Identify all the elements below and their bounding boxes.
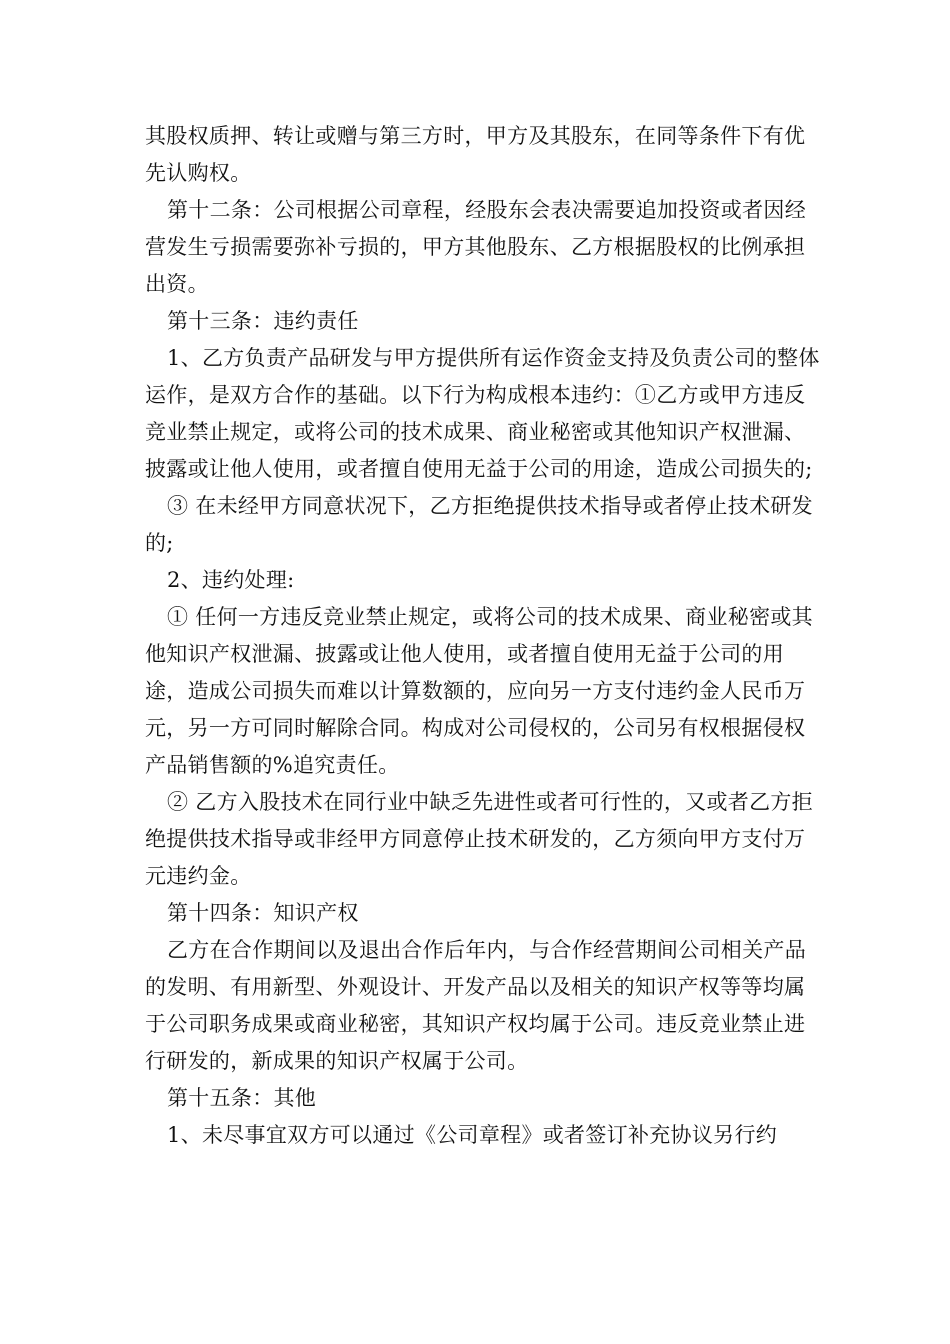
article-13-clause-2-item-1: ① 任何一方违反竞业禁止规定，或将公司的技术成果、商业秘密或其他知识产权泄漏、披露或让他人使用，或者擅自使用无益于公司的用途，造成公司损失而难以计算数额的，应向另一方支付违约金人民币万元，另一方可同时解除合同。构成对公司侵权的，公司另有权根据侵权产品销售额的%追究责任。 [145,605,813,777]
article-13-clause-2: 2、违约处理: [167,568,295,592]
article-13-clause-2-item-2: ② 乙方入股技术在同行业中缺乏先进性或者可行性的，又或者乙方拒绝提供技术指导或非经甲方同意停止技术研发的，乙方须向甲方支付万元违约金。 [145,790,813,888]
paragraph-continuation: 其股权质押、转让或赠与第三方时，甲方及其股东，在同等条件下有优先认购权。 [145,124,806,185]
article-15-clause-1: 1、未尽事宜双方可以通过《公司章程》或者签订补充协议另行约 [167,1123,778,1147]
article-13-clause-1-item-3: ③ 在未经甲方同意状况下，乙方拒绝提供技术指导或者停止技术研发的; [145,494,813,555]
article-12: 第十二条：公司根据公司章程，经股东会表决需要追加投资或者因经营发生亏损需要弥补亏损的，甲方其他股东、乙方根据股权的比例承担出资。 [145,198,806,296]
article-13-clause-1: 1、乙方负责产品研发与甲方提供所有运作资金支持及负责公司的整体运作，是双方合作的基础。以下行为构成根本违约：①乙方或甲方违反竞业禁止规定，或将公司的技术成果、商业秘密或其他知识产权泄漏、披露或让他人使用，或者擅自使用无益于公司的用途，造成公司损失的; [145,346,820,481]
document-body [145,118,825,1154]
article-13-heading: 第十三条：违约责任 [167,309,359,333]
article-14-body: 乙方在合作期间以及退出合作后年内，与合作经营期间公司相关产品的发明、有用新型、外观设计、开发产品以及相关的知识产权等等均属于公司职务成果或商业秘密，其知识产权均属于公司。违反竞业禁止进行研发的，新成果的知识产权属于公司。 [145,938,806,1073]
article-14-heading: 第十四条：知识产权 [167,901,359,925]
article-15-heading: 第十五条：其他 [167,1086,317,1110]
